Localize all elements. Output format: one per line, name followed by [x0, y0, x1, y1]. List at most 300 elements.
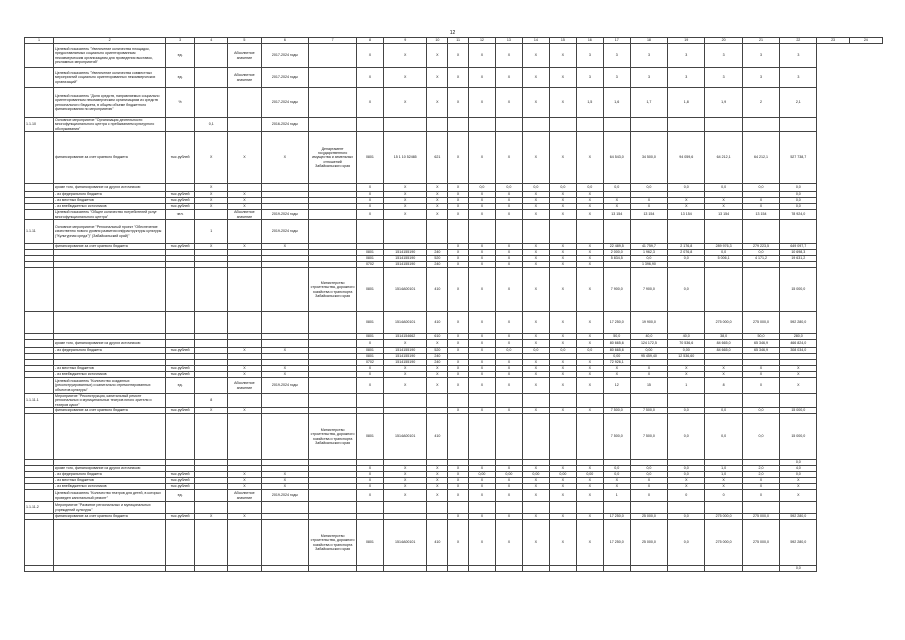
table-row — [25, 132, 883, 184]
method-cell: X — [228, 132, 261, 184]
value-cell: X — [522, 490, 549, 502]
value-cell: 240 — [427, 354, 448, 360]
value-cell — [522, 394, 549, 408]
value-cell: 13 154 — [705, 210, 742, 220]
value-cell: X — [603, 372, 630, 378]
value-cell — [383, 394, 427, 408]
value-cell — [427, 394, 448, 408]
coefficient-cell — [195, 520, 228, 566]
value-cell: 0,0 — [780, 192, 817, 198]
table-row — [25, 184, 883, 192]
value-cell: 0,0 — [668, 408, 705, 414]
executor-cell: Министерство строительства, дорожного хозяйства и транспорта Забайкальского края — [309, 520, 357, 566]
value-cell: X — [468, 348, 495, 354]
value-cell — [448, 394, 469, 408]
value-cell: 0,0 — [668, 268, 705, 312]
column-number: 7 — [309, 38, 357, 44]
value-cell: X — [522, 520, 549, 566]
value-cell: 527 738,7 — [780, 132, 817, 184]
value-cell: 0801 — [356, 256, 383, 262]
coefficient-cell — [195, 378, 228, 394]
value-cell: X — [468, 250, 495, 256]
value-cell: 15 000,0 — [780, 408, 817, 414]
value-cell: 0801 — [356, 414, 383, 460]
value-cell: X — [383, 210, 427, 220]
value-cell: 7 900,0 — [603, 268, 630, 312]
value-cell: 1,8 — [668, 88, 705, 118]
value-cell: X — [549, 256, 576, 262]
period-cell: 2017-2024 годы — [261, 68, 309, 88]
value-cell: 2 076,8 — [668, 250, 705, 256]
value-cell: 3 — [668, 68, 705, 88]
value-cell: X — [495, 490, 522, 502]
executor-cell — [309, 220, 357, 244]
value-cell: X — [427, 192, 448, 198]
value-cell — [780, 118, 817, 132]
value-cell: 3 — [603, 68, 630, 88]
value-cell: X — [522, 366, 549, 372]
value-cell: 0,0 — [705, 414, 742, 460]
value-cell: X — [495, 514, 522, 520]
value-cell: 649 097,7 — [780, 244, 817, 250]
value-cell: 15 000,0 — [780, 268, 817, 312]
value-cell: X — [383, 366, 427, 372]
column-number: 8 — [356, 38, 383, 44]
method-cell: Абсолютное значение — [228, 44, 261, 68]
value-cell: 3 — [742, 68, 779, 88]
value-cell: X — [383, 340, 427, 348]
value-cell: X — [448, 372, 469, 378]
value-cell: 3 — [576, 68, 603, 88]
value-cell: X — [549, 408, 576, 414]
table-row — [25, 566, 883, 572]
value-cell — [356, 394, 383, 408]
value-cell: X — [549, 44, 576, 68]
value-cell: 7 500,0 — [630, 414, 667, 460]
value-cell: 289 976,3 — [705, 244, 742, 250]
value-cell — [576, 118, 603, 132]
method-cell: X — [228, 478, 261, 484]
value-cell: 7 500,0 — [630, 408, 667, 414]
coefficient-cell: X — [195, 192, 228, 198]
value-cell: 80 665,6 — [603, 348, 630, 354]
period-cell: X — [261, 472, 309, 478]
item-number-cell: 1.1.11.1 — [25, 394, 54, 408]
value-cell: 0,0 — [742, 408, 779, 414]
value-cell: X — [448, 520, 469, 566]
unit-cell: тыс.рублей — [166, 514, 195, 520]
value-cell: 0 — [630, 490, 667, 502]
value-cell: 0801 — [356, 132, 383, 184]
column-number: 10 — [427, 38, 448, 44]
table-row — [25, 68, 883, 88]
value-cell: X — [427, 88, 448, 118]
value-cell: 7 500,0 — [603, 408, 630, 414]
value-cell: 0,00 — [468, 472, 495, 478]
item-name-cell: Целевой показатель "Общее количество потребителей услуг многофункционального центра" — [54, 210, 166, 220]
value-cell — [742, 220, 779, 244]
value-cell: X — [383, 192, 427, 198]
executor-cell: Министерство строительства, дорожного хозяйства и транспорта Забайкальского края — [309, 414, 357, 460]
value-cell: X — [427, 184, 448, 192]
value-cell — [356, 502, 383, 514]
unit-cell: тыс.рублей — [166, 244, 195, 250]
method-cell: Абсолютное значение — [228, 210, 261, 220]
table-row — [25, 44, 883, 68]
value-cell: X — [448, 366, 469, 372]
value-cell: X — [522, 514, 549, 520]
value-cell — [427, 566, 448, 572]
value-cell — [576, 220, 603, 244]
value-cell: X — [495, 520, 522, 566]
value-cell: X — [549, 520, 576, 566]
value-cell: X — [576, 262, 603, 268]
item-number-cell — [25, 378, 54, 394]
value-cell: X — [603, 204, 630, 210]
value-cell: 40,0 — [630, 334, 667, 340]
value-cell: 0 — [742, 490, 779, 502]
method-cell: X — [228, 472, 261, 478]
value-cell: 410 — [427, 312, 448, 334]
value-cell: 0,0 — [705, 184, 742, 192]
value-cell: X — [356, 210, 383, 220]
value-cell: X — [495, 466, 522, 472]
value-cell: X — [448, 484, 469, 490]
value-cell — [630, 502, 667, 514]
value-cell: X — [576, 378, 603, 394]
value-cell: 3 — [742, 44, 779, 68]
executor-cell — [309, 118, 357, 132]
value-cell: 65 346,9 — [742, 348, 779, 354]
value-cell: 0,0 — [668, 472, 705, 478]
coefficient-cell — [195, 414, 228, 460]
value-cell: 2 000,0 — [603, 250, 630, 256]
value-cell: X — [495, 210, 522, 220]
value-cell: X — [448, 348, 469, 354]
value-cell: X — [383, 478, 427, 484]
value-cell: X — [356, 204, 383, 210]
value-cell — [742, 394, 779, 408]
value-cell: X — [468, 312, 495, 334]
value-cell: X — [448, 478, 469, 484]
executor-cell: Департамент государственного имущества и земельных отношений Забайкальского края — [309, 132, 357, 184]
value-cell: 3 — [630, 44, 667, 68]
item-name-cell: финансирование за счет краевого бюджета — [54, 514, 166, 520]
value-cell: 592 280,0 — [780, 514, 817, 520]
item-name-cell: финансирование за счет краевого бюджета — [54, 132, 166, 184]
value-cell: X — [383, 198, 427, 204]
value-cell: 520 — [427, 348, 448, 354]
column-number: 17 — [603, 38, 630, 44]
value-cell: X — [522, 88, 549, 118]
value-cell: X — [576, 312, 603, 334]
column-number: 24 — [849, 38, 882, 44]
value-cell: 0,00 — [603, 354, 630, 360]
value-cell: 13 154 — [668, 210, 705, 220]
value-cell: X — [495, 88, 522, 118]
value-cell: 0,00 — [668, 348, 705, 354]
value-cell: 0,0 — [742, 250, 779, 256]
item-number-cell — [25, 490, 54, 502]
value-cell: X — [495, 340, 522, 348]
table-row — [25, 210, 883, 220]
value-cell — [630, 118, 667, 132]
value-cell: 410 — [427, 268, 448, 312]
coefficient-cell: X — [195, 408, 228, 414]
item-number-cell — [25, 68, 54, 88]
value-cell: 94 059,6 — [668, 132, 705, 184]
value-cell: 3 — [705, 68, 742, 88]
value-cell: 4 171,2 — [742, 256, 779, 262]
value-cell: X — [448, 184, 469, 192]
value-cell: 12 — [603, 378, 630, 394]
period-cell: 2016-2024 годы — [261, 118, 309, 132]
value-cell: X — [468, 132, 495, 184]
value-cell: 0801 — [356, 520, 383, 566]
value-cell — [383, 502, 427, 514]
value-cell: X — [668, 484, 705, 490]
unit-cell: тыс.рублей — [166, 372, 195, 378]
value-cell: 0,0 — [549, 184, 576, 192]
value-cell: X — [495, 262, 522, 268]
value-cell: X — [468, 244, 495, 250]
value-cell: 10 698,3 — [780, 250, 817, 256]
page-number: 12 — [449, 30, 456, 36]
value-cell: 3 — [576, 44, 603, 68]
value-cell — [668, 394, 705, 408]
value-cell: X — [448, 472, 469, 478]
value-cell: X — [356, 484, 383, 490]
executor-cell — [309, 210, 357, 220]
value-cell: X — [448, 210, 469, 220]
value-cell: 0,0 — [742, 414, 779, 460]
value-cell: 13 154 — [630, 210, 667, 220]
value-cell: 0,0 — [668, 184, 705, 192]
value-cell: X — [705, 484, 742, 490]
unit-cell: тыс.рублей — [166, 192, 195, 198]
value-cell: X — [495, 484, 522, 490]
method-cell: X — [228, 204, 261, 210]
value-cell: 50,0 — [603, 334, 630, 340]
value-cell — [522, 566, 549, 572]
column-number: 3 — [166, 38, 195, 44]
item-name-cell: - из местных бюджетов — [54, 198, 166, 204]
value-cell — [356, 220, 383, 244]
value-cell: 0,0 — [603, 466, 630, 472]
method-cell: Абсолютное значение — [228, 378, 261, 394]
value-cell: X — [780, 366, 817, 372]
value-cell: X — [383, 484, 427, 490]
value-cell: X — [495, 44, 522, 68]
value-cell: X — [468, 378, 495, 394]
value-cell — [495, 502, 522, 514]
value-cell: X — [630, 372, 667, 378]
item-number-cell — [25, 312, 54, 334]
item-name-cell: - из местных бюджетов — [54, 366, 166, 372]
value-cell: 0,0 — [780, 472, 817, 478]
value-cell: X — [576, 466, 603, 472]
value-cell: 15 000,0 — [780, 414, 817, 460]
value-cell: 1,6 — [603, 88, 630, 118]
value-cell: X — [448, 198, 469, 204]
item-number-cell: 1.1.11 — [25, 220, 54, 244]
value-cell: 0,00 — [522, 472, 549, 478]
value-cell: X — [668, 366, 705, 372]
value-cell: 0801 — [356, 312, 383, 334]
value-cell: X — [780, 372, 817, 378]
method-cell — [228, 312, 261, 334]
value-cell: 64 543,0 — [603, 132, 630, 184]
value-cell — [549, 118, 576, 132]
table-row — [25, 312, 883, 334]
value-cell: 3 — [668, 44, 705, 68]
item-name-cell: кроме того, финансирование из других источников: — [54, 184, 166, 192]
value-cell — [576, 414, 603, 460]
value-cell: X — [448, 340, 469, 348]
column-number: 13 — [495, 38, 522, 44]
value-cell: 0,0 — [495, 348, 522, 354]
value-cell: X — [468, 268, 495, 312]
value-cell: 17 250,0 — [603, 312, 630, 334]
value-cell: 0,0 — [780, 460, 817, 466]
column-number: 4 — [195, 38, 228, 44]
value-cell: X — [522, 466, 549, 472]
column-number: 14 — [522, 38, 549, 44]
unit-cell: тыс.рублей — [166, 408, 195, 414]
value-cell: X — [495, 312, 522, 334]
value-cell: 410 — [427, 520, 448, 566]
value-cell: X — [468, 44, 495, 68]
column-number: 20 — [705, 38, 742, 44]
value-cell — [780, 220, 817, 244]
value-cell: X — [383, 490, 427, 502]
column-number: 18 — [630, 38, 667, 44]
value-cell: 2,0 — [742, 472, 779, 478]
value-cell — [495, 566, 522, 572]
period-cell: X — [261, 478, 309, 484]
value-cell: X — [495, 68, 522, 88]
value-cell: 22 489,5 — [603, 244, 630, 250]
value-cell: 3 — [780, 68, 817, 88]
value-cell: 3 — [780, 44, 817, 68]
value-cell — [668, 312, 705, 334]
value-cell: X — [468, 514, 495, 520]
value-cell: X — [427, 44, 448, 68]
value-cell: X — [522, 68, 549, 88]
value-cell: X — [468, 256, 495, 262]
period-cell — [261, 184, 309, 192]
value-cell: 72 926,1 — [603, 360, 630, 366]
period-cell: 2019-2024 годы — [261, 210, 309, 220]
unit-cell: тыс.рублей — [166, 484, 195, 490]
value-cell: 0,0 — [668, 466, 705, 472]
unit-cell: ед. — [166, 378, 195, 394]
value-cell: X — [576, 372, 603, 378]
unit-cell — [166, 340, 195, 348]
column-number: 5 — [228, 38, 261, 44]
item-name-cell — [54, 268, 166, 312]
value-cell — [705, 566, 742, 572]
value-cell: X — [448, 192, 469, 198]
value-cell: 275 000,0 — [705, 312, 742, 334]
executor-cell — [309, 340, 357, 348]
value-cell: X — [468, 520, 495, 566]
method-cell: Абсолютное значение — [228, 490, 261, 502]
value-cell: X — [383, 204, 427, 210]
value-cell: X — [576, 256, 603, 262]
period-cell: 2019-2024 годы — [261, 378, 309, 394]
executor-cell — [309, 566, 357, 572]
value-cell: X — [495, 408, 522, 414]
item-number-cell — [25, 88, 54, 118]
value-cell: X — [356, 466, 383, 472]
value-cell: 592 280,0 — [780, 312, 817, 334]
value-cell: 0801 — [356, 334, 383, 340]
value-cell: 80 665,6 — [603, 340, 630, 348]
value-cell: 0,0 — [668, 414, 705, 460]
value-cell: 275 000,0 — [742, 312, 779, 334]
value-cell: X — [427, 210, 448, 220]
period-cell: 2017-2024 годы — [261, 88, 309, 118]
value-cell: X — [495, 360, 522, 366]
period-cell — [261, 502, 309, 514]
coefficient-cell: X — [195, 198, 228, 204]
value-cell: 50,0 — [742, 334, 779, 340]
value-cell: 0801 — [356, 250, 383, 256]
period-cell: X — [261, 366, 309, 372]
value-cell: 466 824,0 — [780, 340, 817, 348]
item-name-cell: финансирование за счет краевого бюджета — [54, 408, 166, 414]
value-cell: 2 — [742, 88, 779, 118]
executor-cell — [309, 312, 357, 334]
value-cell: X — [356, 378, 383, 394]
value-cell — [549, 566, 576, 572]
value-cell: 0,0 — [780, 204, 817, 210]
value-cell: X — [549, 366, 576, 372]
value-cell: 0,0 — [705, 250, 742, 256]
method-cell: X — [228, 192, 261, 198]
value-cell: 2 176,8 — [668, 244, 705, 250]
method-cell — [228, 220, 261, 244]
value-cell: X — [448, 44, 469, 68]
value-cell: X — [495, 366, 522, 372]
value-cell: X — [630, 204, 667, 210]
value-cell: X — [427, 378, 448, 394]
value-cell: 0,0 — [630, 472, 667, 478]
value-cell: X — [522, 250, 549, 256]
value-cell: 17 250,0 — [603, 520, 630, 566]
period-cell: X — [261, 244, 309, 250]
value-cell — [780, 502, 817, 514]
unit-cell — [166, 312, 195, 334]
value-cell: 520 — [427, 256, 448, 262]
item-number-cell — [25, 184, 54, 192]
coefficient-cell: 0,1 — [195, 118, 228, 132]
value-cell: X — [468, 262, 495, 268]
item-name-cell: - из внебюджетных источников — [54, 204, 166, 210]
value-cell: 0,0 — [742, 184, 779, 192]
value-cell: 0,0 — [576, 348, 603, 354]
value-cell: X — [383, 472, 427, 478]
value-cell: X — [742, 198, 779, 204]
value-cell: X — [780, 478, 817, 484]
value-cell: X — [468, 490, 495, 502]
value-cell: X — [468, 210, 495, 220]
item-name-cell: - из федерального бюджета — [54, 192, 166, 198]
value-cell: X — [522, 198, 549, 204]
value-cell — [427, 118, 448, 132]
executor-cell — [309, 378, 357, 394]
